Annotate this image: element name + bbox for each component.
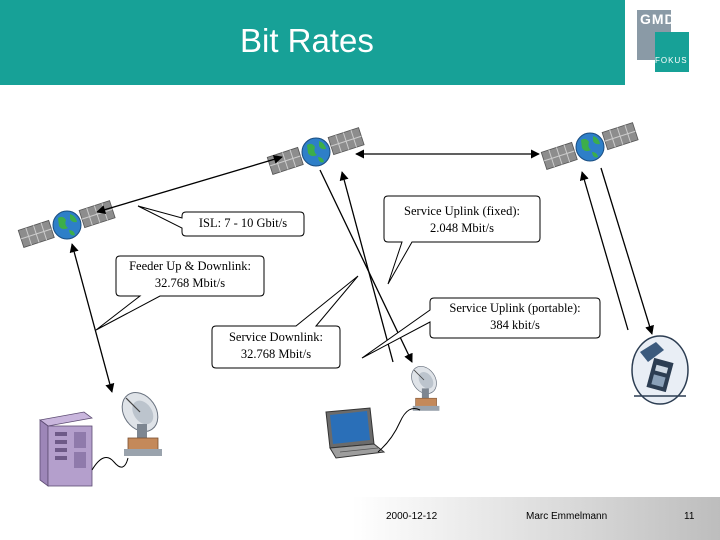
- footer-date: 2000-12-12: [386, 511, 438, 522]
- cable-server: [92, 458, 128, 471]
- logo-text: GMD: [640, 11, 676, 27]
- service-uplink-portable-label: Service Uplink (portable): 384 kbit/s: [449, 301, 581, 332]
- isl-label: ISL: 7 - 10 Gbit/s: [198, 216, 288, 230]
- ground-dish-center-icon: [406, 362, 441, 411]
- feeder-link: [72, 244, 112, 392]
- page-number: 11: [684, 511, 695, 522]
- isl-link-left: [97, 157, 282, 212]
- slide-title: Bit Rates: [240, 22, 374, 59]
- logo-subtext: FOKUS: [655, 56, 688, 65]
- ground-dish-left-icon: [115, 386, 165, 456]
- service-downlink-label: Service Downlink: 32.768 Mbit/s: [228, 330, 324, 361]
- link-right-down: [601, 168, 652, 334]
- footer-author: Marc Emmelmann: [526, 511, 608, 522]
- handheld-terminal-icon: [632, 336, 688, 404]
- satellite-left-icon: [18, 201, 115, 248]
- satellite-right-icon: [541, 123, 638, 170]
- service-uplink-fixed-label: Service Uplink (fixed): 2.048 Mbit/s: [404, 204, 520, 235]
- satellite-center-icon: [267, 128, 364, 175]
- feeder-label: Feeder Up & Downlink: 32.768 Mbit/s: [129, 259, 251, 290]
- server-icon: [40, 412, 92, 486]
- cable-laptop: [378, 409, 420, 453]
- laptop-icon: [326, 408, 384, 458]
